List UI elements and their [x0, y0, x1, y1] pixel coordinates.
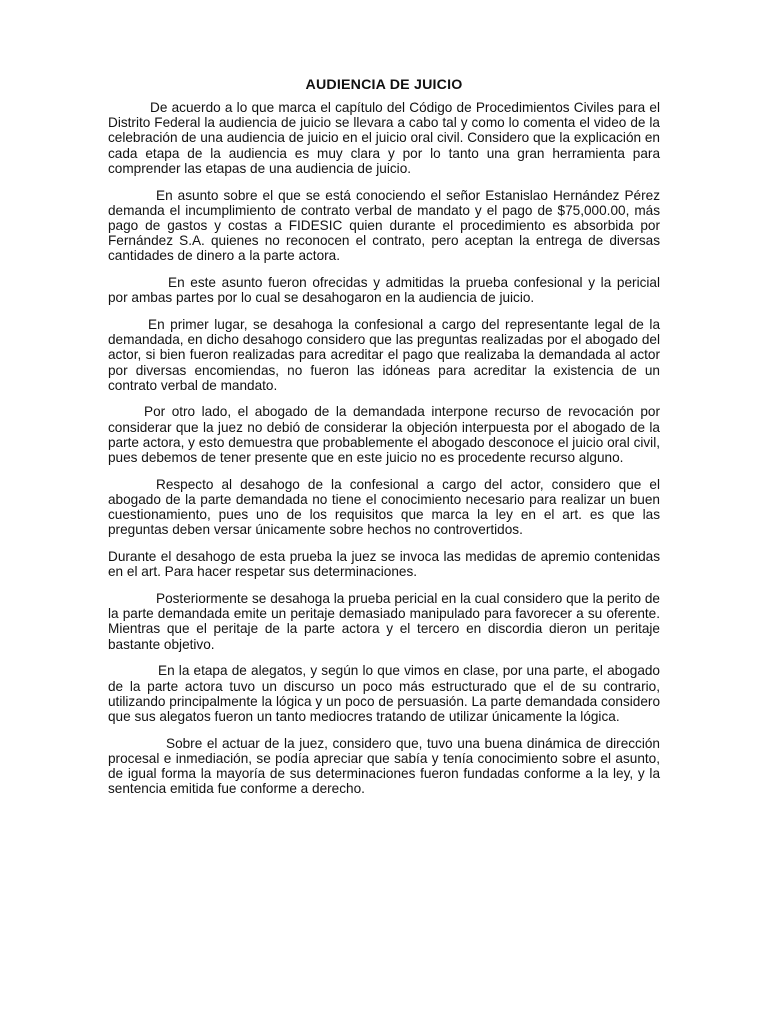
paragraph-2: En asunto sobre el que se está conociendo el señor Estanislao Hernández Pérez demanda el incumplimiento de contrato verbal de mandato y el pago de $75,000.00, más pago de gastos y costas a FIDESIC quien durante el procedimiento es absorbida por Fernández S.A. quienes no reconocen el contrato, pero aceptan la entrega de diversas cantidades de dinero a la parte actora. — [108, 187, 660, 264]
paragraph-3: En este asunto fueron ofrecidas y admitidas la prueba confesional y la pericial por ambas partes por lo cual se desahogaron en la audiencia de juicio. — [108, 275, 660, 306]
document-page — [108, 76, 660, 808]
paragraph-9: En la etapa de alegatos, y según lo que vimos en clase, por una parte, el abogado de la parte actora tuvo un discurso un poco más estructurado que el de su contrario, utilizando principalmente la lógica y un poco de persuasión. La parte demandada considero que sus alegatos fueron un tanto mediocres tratando de utilizar únicamente la lógica. — [108, 663, 660, 724]
paragraph-5: Por otro lado, el abogado de la demandada interpone recurso de revocación por considerar que la juez no debió de considerar la objeción interpuesta por el abogado de la parte actora, y esto demuestra que probablemente el abogado desconoce el juicio oral civil, pues debemos de tener presente que en este juicio no es procedente recurso alguno. — [108, 404, 660, 466]
paragraph-1: De acuerdo a lo que marca el capítulo del Código de Procedimientos Civiles para el Distrito Federal la audiencia de juicio se llevara a cabo tal y como lo comenta el video de la celebración de una audiencia de juicio en el juicio oral civil. Considero que la explicación en cada etapa de la audiencia es muy clara y por lo tanto una gran herramienta para comprender las etapas de una audiencia de juicio. — [108, 100, 660, 176]
paragraph-7: Durante el desahogo de esta prueba la juez se invoca las medidas de apremio contenidas en el art. Para hacer respetar sus determinaciones. — [108, 549, 660, 580]
paragraph-4: En primer lugar, se desahoga la confesional a cargo del representante legal de la demandada, en dicho desahogo considero que las preguntas realizadas por el abogado del actor, si bien fueron realizadas para acreditar el pago que realizaba la demandada al actor por diversas encomiendas, no fueron las idóneas para acreditar la existencia de un contrato verbal de mandato. — [108, 316, 660, 393]
paragraph-10: Sobre el actuar de la juez, considero que, tuvo una buena dinámica de dirección procesal e inmediación, se podía apreciar que sabía y tenía conocimiento sobre el asunto, de igual forma la mayoría de sus determinaciones fueron fundadas conforme a la ley, y la sentencia emitida fue conforme a derecho. — [108, 735, 660, 797]
document-title: AUDIENCIA DE JUICIO — [305, 77, 463, 93]
paragraph-8: Posteriormente se desahoga la prueba pericial en la cual considero que la perito de la parte demandada emite un peritaje demasiado manipulado para favorecer a su oferente. Mientras que el peritaje de la parte actora y el tercero en discordia dieron un peritaje bastante objetivo. — [108, 590, 660, 652]
paragraph-6: Respecto al desahogo de la confesional a cargo del actor, considero que el abogado de la parte demandada no tiene el conocimiento necesario para realizar un buen cuestionamiento, pues uno de los requisitos que marca la ley en el art. es que las preguntas deben versar únicamente sobre hechos no controvertidos. — [108, 476, 660, 538]
